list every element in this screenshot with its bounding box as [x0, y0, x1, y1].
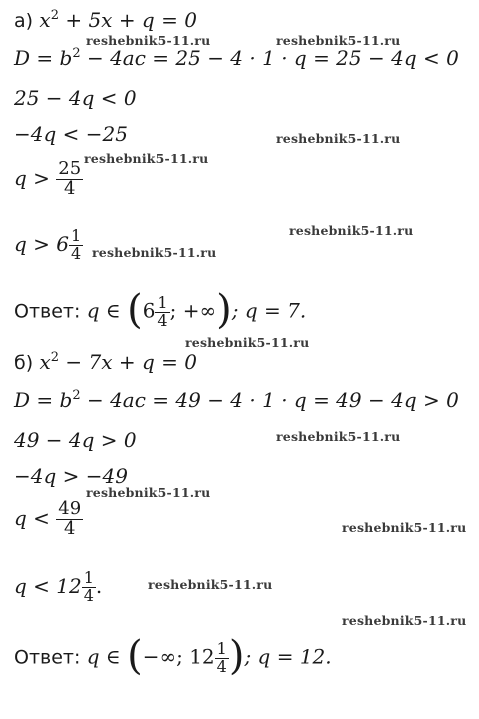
fraction-numerator: 1 [157, 292, 168, 312]
part-a-interval-end: ; +∞ [169, 298, 217, 323]
fraction-numerator: 25 [58, 158, 82, 179]
fraction-numerator: 1 [71, 226, 82, 245]
part-a-step3-fraction [56, 160, 83, 199]
watermark: reshebnik5-11.ru [342, 613, 467, 628]
part-b-step3-fraction [56, 500, 83, 539]
open-paren: ( [127, 633, 143, 679]
watermark: reshebnik5-11.ru [276, 131, 401, 146]
watermark: reshebnik5-11.ru [276, 429, 401, 444]
part-b-step4-prefix: q < 12 [14, 573, 82, 598]
fraction-denominator: 4 [64, 517, 76, 539]
part-a-answer-pre: q ∈ [86, 298, 121, 323]
watermark: reshebnik5-11.ru [185, 335, 310, 350]
part-a-equation [14, 10, 197, 31]
part-b-discriminant: $D = b^2 - 4ac = 49 - 4 \cdot 1 \cdot q = 49 - 4q > 0$ [14, 388, 459, 412]
part-b-step1: 49 − 4q > 0 [14, 428, 137, 452]
watermark: reshebnik5-11.ru [86, 485, 211, 500]
fraction-denominator: 4 [157, 310, 168, 330]
part-b-step2: −4q > −49 [14, 464, 128, 488]
part-b-step3 [14, 500, 83, 539]
watermark: reshebnik5-11.ru [148, 577, 273, 592]
close-paren: ) [216, 287, 232, 333]
part-a-step4 [14, 228, 83, 263]
part-b-step4-fraction [82, 570, 96, 605]
part-b-answer-pre: q ∈ [86, 644, 121, 669]
watermark: reshebnik5-11.ru [86, 33, 211, 48]
part-b-label: б) [14, 352, 34, 374]
fraction-numerator: 1 [83, 568, 94, 587]
fraction-numerator: 49 [58, 498, 82, 519]
open-paren: ( [127, 287, 143, 333]
fraction-denominator: 4 [71, 243, 82, 263]
part-a-answer [14, 287, 307, 333]
part-b-answer [14, 633, 332, 679]
watermark: reshebnik5-11.ru [342, 520, 467, 535]
part-a-step4-fraction [69, 228, 83, 263]
part-a-answer-post: ; q = 7. [231, 298, 307, 323]
part-a-interval-start: 6 [142, 298, 156, 323]
watermark: reshebnik5-11.ru [289, 223, 414, 238]
part-b-equation [14, 352, 197, 373]
part-a-label: а) [14, 10, 34, 32]
part-a-step1: 25 − 4q < 0 [14, 86, 137, 110]
part-a-answer-fraction [155, 292, 169, 330]
part-b-answer-fraction [215, 638, 229, 676]
part-b-answer-label: Ответ: [14, 646, 81, 669]
watermark: reshebnik5-11.ru [92, 245, 217, 260]
watermark: reshebnik5-11.ru [84, 151, 209, 166]
part-a-step3 [14, 160, 83, 199]
fraction-denominator: 4 [216, 656, 227, 676]
fraction-denominator: 4 [64, 177, 76, 199]
fraction-numerator: 1 [216, 638, 227, 658]
part-b-answer-post: ; q = 12. [244, 644, 332, 669]
part-a-equation-text: $x^2 + 5x + q = 0$ [39, 8, 197, 32]
watermark: reshebnik5-11.ru [276, 33, 401, 48]
part-a-step2: −4q < −25 [14, 122, 128, 146]
part-b-interval-start: −∞; 12 [142, 644, 215, 669]
part-a-discriminant: $D = b^2 - 4ac = 25 - 4 \cdot 1 \cdot q = 25 - 4q < 0$ [14, 46, 459, 70]
part-a-step3-prefix: q > [14, 165, 50, 190]
part-a-answer-label: Ответ: [14, 300, 81, 323]
part-b-equation-text: $x^2 - 7x + q = 0$ [39, 350, 198, 374]
part-b-step4-suffix: . [95, 573, 103, 598]
part-b-step4 [14, 570, 102, 605]
part-b-step3-prefix: q < [14, 505, 50, 530]
fraction-denominator: 4 [83, 585, 94, 605]
part-a-step4-prefix: q > 6 [14, 231, 69, 256]
close-paren: ) [228, 633, 245, 679]
